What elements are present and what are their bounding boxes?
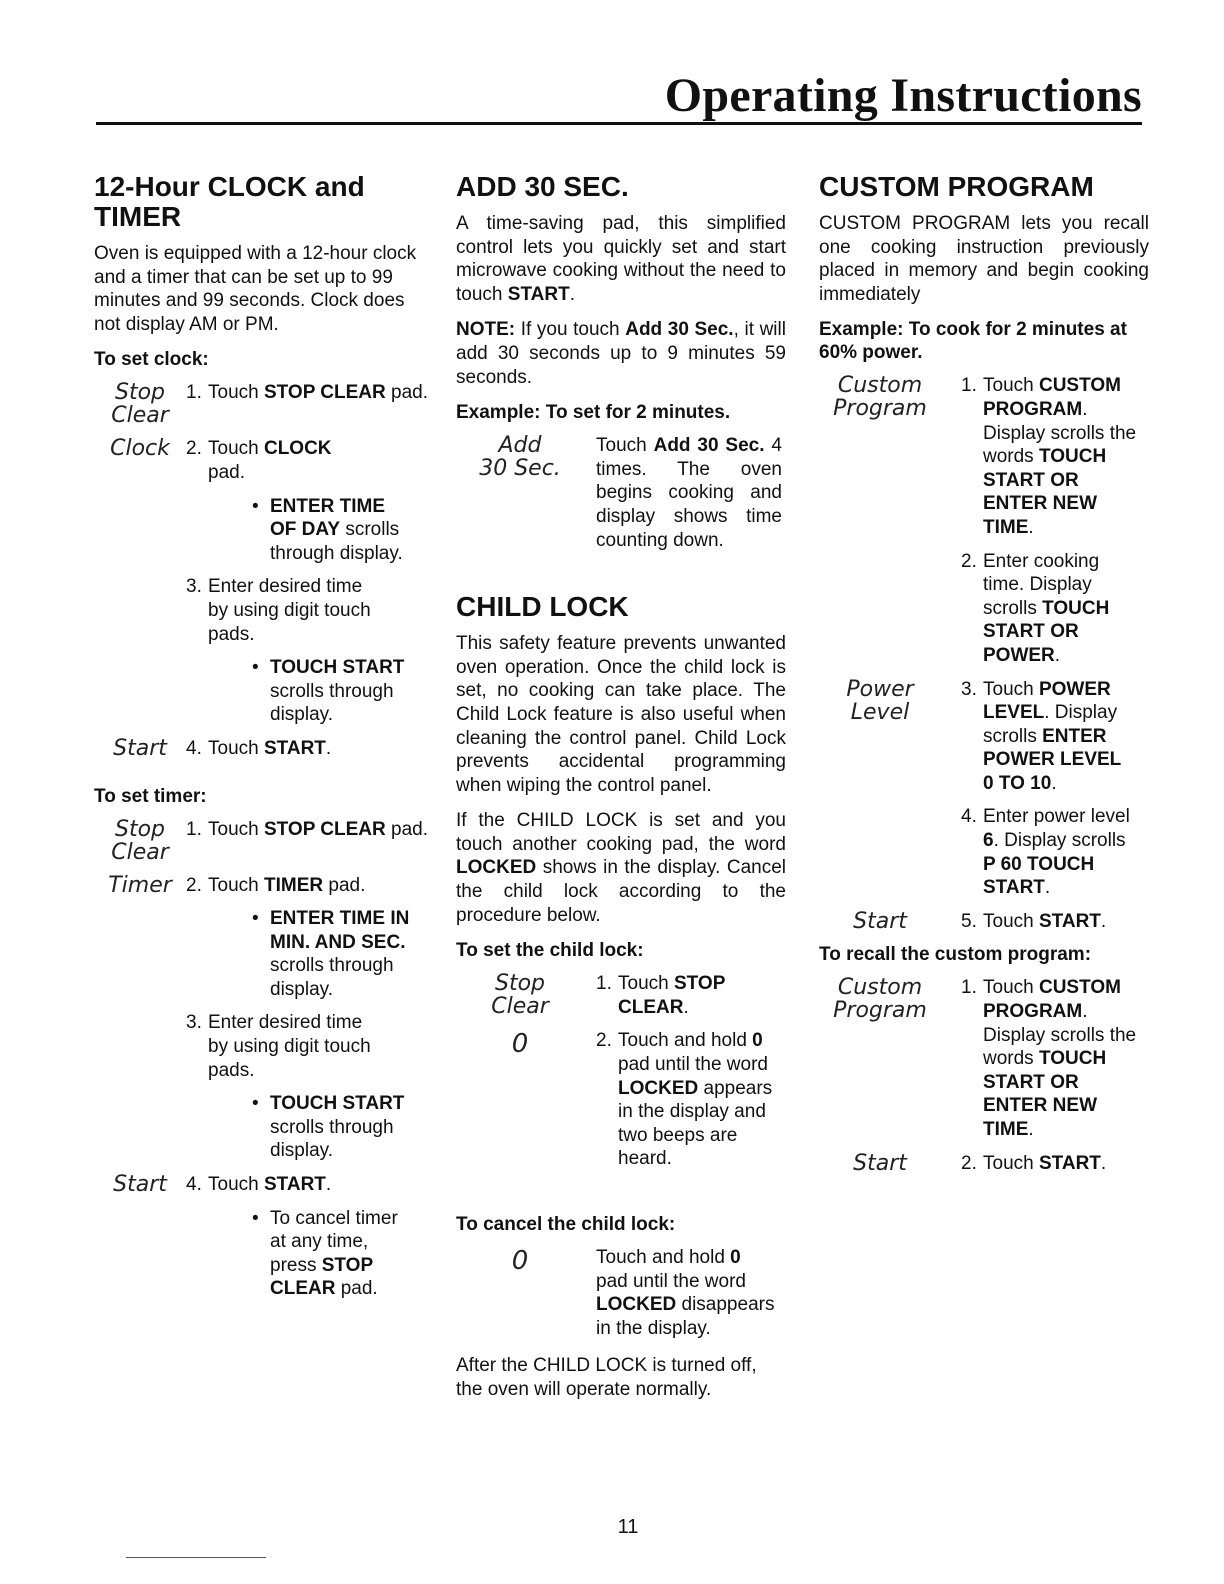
step-text-part: pad. [385,382,429,404]
step-text-part: Touch [618,973,674,995]
intro-text: . [569,283,575,305]
step-number: 1. [186,382,202,404]
step-number: 2. [186,438,202,460]
step-number: 2. [961,550,977,572]
custom-example: Example: To cook for 2 minutes at 60% power. [819,319,1127,364]
start-pad [819,910,941,934]
pad-label: Stop [494,971,545,997]
step-text-part: . [325,737,332,759]
step-text [596,1029,776,1171]
step-text-part: Enter power level [983,806,1130,828]
step-text-part: Touch [208,818,264,840]
step-key: TOUCH START OR ENTER NEW TIME [983,446,1107,538]
step-text-part: Touch and hold [618,1030,753,1052]
step-text [961,678,1131,796]
step-text [186,874,365,898]
pad-label: Start [113,1172,167,1198]
step-text-part: . Display scrolls the words [983,1001,1137,1070]
step-text [186,1173,331,1197]
childlock-p2 [456,809,786,927]
step-text [596,1246,776,1340]
custom-program-section [819,172,1149,1185]
step-key: START [1038,910,1101,932]
step-text-part: Touch [983,977,1039,999]
clock-timer-section [94,172,430,1311]
step-number: 3. [186,1012,202,1034]
recall-step-1 [819,976,1149,1141]
pad-label: Timer [108,872,172,898]
zero-pad [456,1029,584,1171]
step-text [186,437,356,484]
step-text [961,374,1141,539]
step-text-part: . [1051,772,1057,794]
step-number: 2. [596,1030,612,1052]
pad-label: Clock [110,436,170,462]
step-text-part: . [1054,644,1061,666]
bullet-text: scrolls through display. [270,955,394,1000]
cancel-childlock-label: To cancel the child lock: [456,1214,676,1235]
step-key: TOUCH START OR POWER [983,597,1110,666]
custom-program-pad [819,976,941,1141]
custom-step-3 [819,678,1149,796]
step-text [596,434,782,552]
set-timer-step-1 [94,818,430,864]
intro-text: A time-saving pad, this simplified control lets you quickly set and start microwave cooking without the need to touch [456,213,786,305]
childlock-after: After the CHILD LOCK is turned off, the oven will operate normally. [456,1355,757,1400]
pad-label: Custom [837,373,923,399]
step-key: STOP CLEAR [618,973,726,1018]
step-text-part: Touch [208,874,264,896]
scan-artifact-line [126,1557,266,1558]
para-key: LOCKED [456,857,537,879]
bullet-dot: • [252,657,259,679]
pad-label: Custom [837,975,923,1001]
pad-label: Power [846,676,914,702]
step-key: POWER LEVEL [983,678,1111,724]
step-text-part: appears in the display and two beeps are heard. [618,1077,773,1170]
add30-example: Example: To set for 2 minutes. [456,402,731,424]
bullet-text: scrolls through display. [270,519,403,564]
pad-label: Start [113,735,167,761]
step-key: P 60 TOUCH START [983,853,1095,899]
bullet-text: scrolls through display. [270,680,394,726]
step-number: 1. [596,973,612,995]
step-text [186,737,331,761]
bullet-key: TOUCH START [270,1093,405,1115]
page-title: Operating Instructions [664,69,1142,122]
step-key: TOUCH START OR ENTER NEW TIME [983,1048,1107,1140]
set-timer-step-3 [94,1011,430,1082]
custom-heading: CUSTOM PROGRAM [819,171,1094,202]
header-rule [96,122,1142,125]
set-clock-step-1 [94,381,430,427]
pad-label: 0 [511,1246,529,1276]
step-text-part: Touch [596,435,654,457]
step-text-part: pad. [208,461,245,483]
step-text-part: Touch and hold [596,1247,731,1268]
add30-pad [456,434,584,552]
pad-label: Program [833,998,927,1024]
note-text: , it will add 30 seconds up to 9 minutes 59 seconds. [456,319,786,388]
para-text: shows in the display. Cancel the child lock according to the procedure below. [456,857,786,926]
custom-step-2 [819,550,1149,668]
step-text-part: Enter desired time by using digit touch pads. [208,1012,371,1081]
custom-step-5 [819,910,1149,934]
step-number: 1. [961,375,977,397]
stop-clear-pad [456,972,584,1019]
pad-label: Stop [114,380,165,406]
step-text-part: Touch [208,1174,264,1196]
pad-label: 0 [511,1029,529,1060]
step-text-part: Touch [208,382,264,404]
step-text-part: . [1100,1152,1107,1174]
step-key: Add 30 Sec. [653,435,765,457]
para-text: If the CHILD LOCK is set and you touch another cooking pad, the word [456,810,786,855]
set-clock-bullet-2 [252,656,412,727]
add30-intro [456,212,786,306]
step-key: STOP CLEAR [263,382,386,404]
step-key: LOCKED [618,1077,699,1099]
step-key: TIMER [263,874,324,896]
note-key: Add 30 Sec. [625,319,734,341]
step-text-part: disappears in the display. [596,1294,775,1339]
step-key: START [1038,1152,1101,1174]
bullet-dot: • [252,908,259,930]
step-key: START [263,737,326,759]
step-text-part: Touch [983,678,1039,700]
step-text-part: . [325,1174,332,1196]
custom-program-pad [819,374,941,539]
childlock-intro: This safety feature prevents unwanted oven operation. Once the child lock is set, no cooking can take place. The Child Lock feature is also useful when cleaning the control panel. Child Lock prevents accidental programming when wiping the control panel. [456,633,786,796]
step-number: 1. [961,977,977,999]
set-timer-step-4 [94,1173,430,1197]
step-text-part: . Display scrolls [983,702,1118,747]
step-number: 4. [186,1174,202,1196]
step-number: 1. [186,818,202,840]
zero-pad [456,1246,584,1340]
timer-pad [94,874,186,898]
step-text-part: . [1044,877,1051,899]
note-label: NOTE: [456,319,516,341]
custom-step-4 [819,805,1149,899]
step-key: 0 [730,1247,741,1268]
step-text-part: pad until the word [596,1270,746,1292]
step-key: CUSTOM PROGRAM [983,977,1121,1023]
step-text [961,976,1141,1141]
bullet-key: TOUCH START [270,657,405,679]
step-text [186,381,428,427]
step-key: 0 [752,1030,763,1052]
step-text [961,550,1111,668]
clock-pad [94,437,186,484]
step-text-part: . [1028,1119,1034,1140]
pad-label: Stop [114,816,165,842]
step-number: 5. [961,910,977,932]
step-number: 2. [961,1152,977,1174]
pad-spacer [94,1011,186,1082]
step-text-part: . [1100,910,1107,932]
step-text [186,818,428,864]
step-number: 3. [961,678,977,700]
step-text-part: pad until the word [618,1054,768,1076]
note-text: If you touch [515,319,626,341]
set-timer-bullet-3 [252,1207,402,1301]
pad-label: 30 Sec. [479,456,561,482]
step-key: START [263,1174,326,1196]
step-text-part: Enter cooking time. Display scrolls [983,550,1100,619]
stop-clear-pad [94,381,186,427]
step-text [186,575,376,646]
recall-step-2 [819,1152,1149,1176]
bullet-dot: • [252,1207,259,1229]
set-clock-bullet-1 [252,495,412,566]
set-childlock-label: To set the child lock: [456,940,644,962]
stop-clear-pad [94,818,186,864]
clock-timer-heading: 12-Hour CLOCK and TIMER [94,171,365,232]
pad-label: Level [850,699,910,725]
step-text-part: pad. [385,818,429,840]
step-text-part: pad. [323,874,366,896]
step-key: CLOCK [263,438,332,460]
set-timer-label: To set timer: [94,785,207,807]
pad-label: Clear [111,403,169,429]
step-text-part: Touch [983,375,1039,397]
add30-childlock-section [456,172,786,1414]
custom-step-1 [819,374,1149,539]
bullet-text: scrolls through display. [270,1116,394,1162]
set-childlock-step-1 [456,972,786,1019]
step-number: 4. [961,806,977,828]
start-pad [819,1152,941,1176]
set-timer-step-2 [94,874,430,898]
bullet-dot: • [252,1093,259,1115]
set-childlock-step-2 [456,1029,786,1171]
step-text-part: Touch [983,910,1039,932]
set-clock-label: To set clock: [94,349,209,371]
childlock-heading: CHILD LOCK [456,591,629,623]
step-key: STOP CLEAR [263,818,386,840]
step-text-part: 4 times. The oven begins cooking and display shows time counting down. [596,435,782,551]
clock-timer-intro: Oven is equipped with a 12-hour clock and a timer that can be set up to 99 minutes and 99 seconds. Clock does not display AM or PM. [94,243,417,335]
add30-heading: ADD 30 SEC. [456,171,629,202]
pad-label: Clear [111,839,169,865]
step-key: CUSTOM PROGRAM [983,375,1121,420]
bullet-dot: • [252,495,259,517]
power-level-pad [819,678,941,796]
step-text [596,972,786,1019]
bullet-text: pad. [335,1278,378,1300]
step-text-part: . Display scrolls [993,830,1126,852]
page-number: 11 [617,1516,639,1538]
pad-spacer [819,805,941,899]
step-key: 6 [983,830,994,852]
step-text-part: Touch [208,438,264,460]
bullet-key: ENTER TIME IN MIN. AND SEC. [270,908,410,953]
pad-label: Add [498,433,542,459]
pad-spacer [819,550,941,668]
bullet-key: ENTER TIME OF DAY [270,495,386,541]
step-text [961,805,1141,899]
step-text-part: . Display scrolls the words [983,398,1137,468]
set-timer-bullet-1 [252,907,412,1001]
recall-custom-label: To recall the custom program: [819,944,1092,966]
pad-label: Start [853,908,907,934]
custom-intro: CUSTOM PROGRAM lets you recall one cooking instruction previously placed in memory and begin cooking immediately [819,213,1149,305]
pad-label: Start [853,1150,907,1176]
step-text-part: Touch [208,737,264,759]
add30-note [456,318,786,389]
start-pad [94,1173,186,1197]
step-text [961,1152,1106,1176]
cancel-childlock-step [456,1246,786,1340]
add30-step [456,434,786,552]
step-text-part: Touch [983,1152,1039,1174]
step-number: 2. [186,874,202,896]
set-clock-step-3 [94,575,430,646]
set-clock-step-2 [94,437,430,484]
bullet-text: To cancel timer at any time, press [270,1207,398,1276]
step-text [186,1011,376,1082]
step-text-part: . [683,996,689,1018]
set-clock-step-4 [94,737,430,761]
step-key: LOCKED [596,1294,677,1316]
step-number: 3. [186,576,202,598]
step-text-part: . [1028,516,1034,538]
pad-label: Program [833,396,927,422]
intro-key: START [507,283,570,305]
step-text-part: Enter desired time by using digit touch pads. [208,576,371,645]
step-number: 4. [186,737,202,759]
bullet-key: STOP CLEAR [270,1254,373,1300]
step-key: ENTER POWER LEVEL 0 TO 10 [983,725,1121,794]
pad-spacer [94,575,186,646]
step-text [961,910,1106,934]
start-pad [94,737,186,761]
pad-label: Clear [491,994,549,1020]
set-timer-bullet-2 [252,1092,412,1163]
